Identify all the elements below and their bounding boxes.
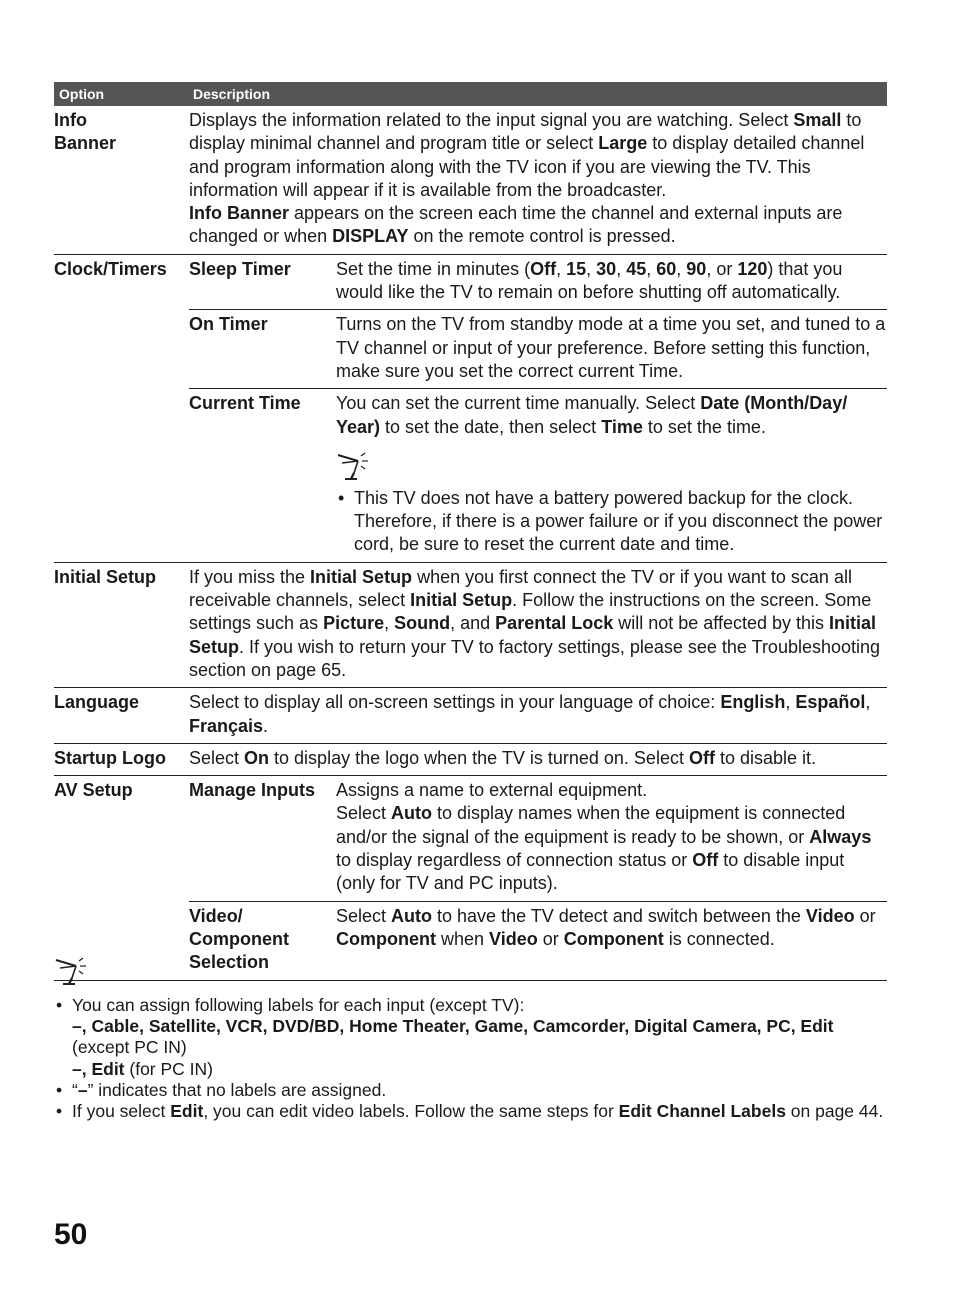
option-av-setup: AV Setup	[54, 780, 133, 801]
option-clock-timers: Clock/Timers	[54, 258, 167, 279]
option-startup-logo: Startup Logo	[54, 747, 166, 768]
header-description: Description	[193, 86, 271, 102]
video-component-description: Select Auto to have the TV detect and switch between the Video or Component when Video or Component is connected.	[336, 905, 876, 949]
list-item: • This TV does not have a battery powered backup for the clock. Therefore, if there is a power failure or if you disconnect the power cord, be sure to reset the current date and time.	[338, 487, 883, 555]
settings-table	[54, 82, 887, 981]
current-time-label: Current Time	[189, 393, 301, 414]
row-clock-timers	[54, 255, 887, 563]
description-initial-setup: If you miss the Initial Setup when you first connect the TV or if you want to scan all receivable channels, select Initial Setup. Follow the instructions on the screen. Some settings such as Picture, Sound, and Parental Lock will not be affected by this Initial Setup. If you wish to return your TV to factory settings, please see the Troubleshooting section on page 65.	[189, 566, 881, 680]
sleep-timer-label: Sleep Timer	[189, 258, 291, 279]
manage-inputs-description	[336, 776, 887, 900]
sub-manage-inputs	[189, 776, 887, 900]
table-header	[54, 82, 887, 106]
sub-on-timer	[189, 309, 887, 388]
row-language	[54, 688, 887, 744]
sub-current-time	[189, 388, 887, 561]
current-time-description	[336, 389, 887, 561]
notes-section	[54, 955, 887, 1122]
hint-lamp-icon	[336, 451, 372, 481]
option-language: Language	[54, 692, 140, 713]
row-info-banner	[54, 106, 887, 255]
header-option: Option	[59, 86, 105, 102]
list-item: • “–” indicates that no labels are assigned.	[56, 1079, 387, 1100]
paragraph: Select Auto to display names when the equipment is connected and/or the signal of the equipment is ready to be shown, or Always to display regardless of connection status or Off to disable input (only for TV and PC inputs).	[336, 803, 872, 894]
hint-lamp-icon	[54, 955, 90, 987]
description-info-banner	[189, 106, 887, 254]
row-av-setup	[54, 776, 887, 980]
description-startup-logo: Select On to display the logo when the TV is turned on. Select Off to disable it.	[189, 747, 817, 768]
on-timer-label: On Timer	[189, 314, 268, 335]
page-number: 50	[54, 1218, 88, 1251]
manage-inputs-label: Manage Inputs	[189, 780, 316, 801]
paragraph: Info Banner appears on the screen each time the channel and external inputs are changed or when DISPLAY on the remote control is pressed.	[189, 203, 843, 247]
row-initial-setup	[54, 563, 887, 688]
sub-sleep-timer	[189, 255, 887, 310]
video-component-label: Video/ Component Selection	[189, 905, 289, 973]
sleep-timer-description: Set the time in minutes (Off, 15, 30, 45, 60, 90, or 120) that you would like the TV to remain on before shutting off automatically.	[336, 258, 843, 303]
paragraph: Displays the information related to the input signal you are watching. Select Small to display minimal channel and program title or select Large to display detailed channel and program information along with the TV icon if you are viewing the TV. This information will appear if it is available from the broadcaster.	[189, 110, 865, 200]
bullet-list	[336, 487, 887, 557]
option-initial-setup: Initial Setup	[54, 566, 157, 587]
paragraph: Assigns a name to external equipment.	[336, 780, 648, 801]
list-item: • If you select Edit, you can edit video labels. Follow the same steps for Edit Channel Labels on page 44.	[56, 1101, 884, 1122]
on-timer-description: Turns on the TV from standby mode at a time you set, and tuned to a TV channel or input of your preference. Before setting this function, make sure you set the correct current Time.	[336, 314, 886, 381]
notes-list	[54, 995, 887, 1122]
row-startup-logo	[54, 744, 887, 776]
option-info-banner: Info Banner	[54, 110, 117, 154]
description-language: Select to display all on-screen settings in your language of choice: English, Español, Français.	[189, 692, 871, 736]
list-item: • You can assign following labels for each input (except TV): –, Cable, Satellite, VCR, DVD/BD, Home Theater, Game, Camcorder, Digital Camera, PC, Edit (except PC IN) –, Edit (for PC IN)	[56, 995, 834, 1079]
paragraph: You can set the current time manually. Select Date (Month/Day/ Year) to set the date, then select Time to set the time.	[336, 393, 848, 437]
